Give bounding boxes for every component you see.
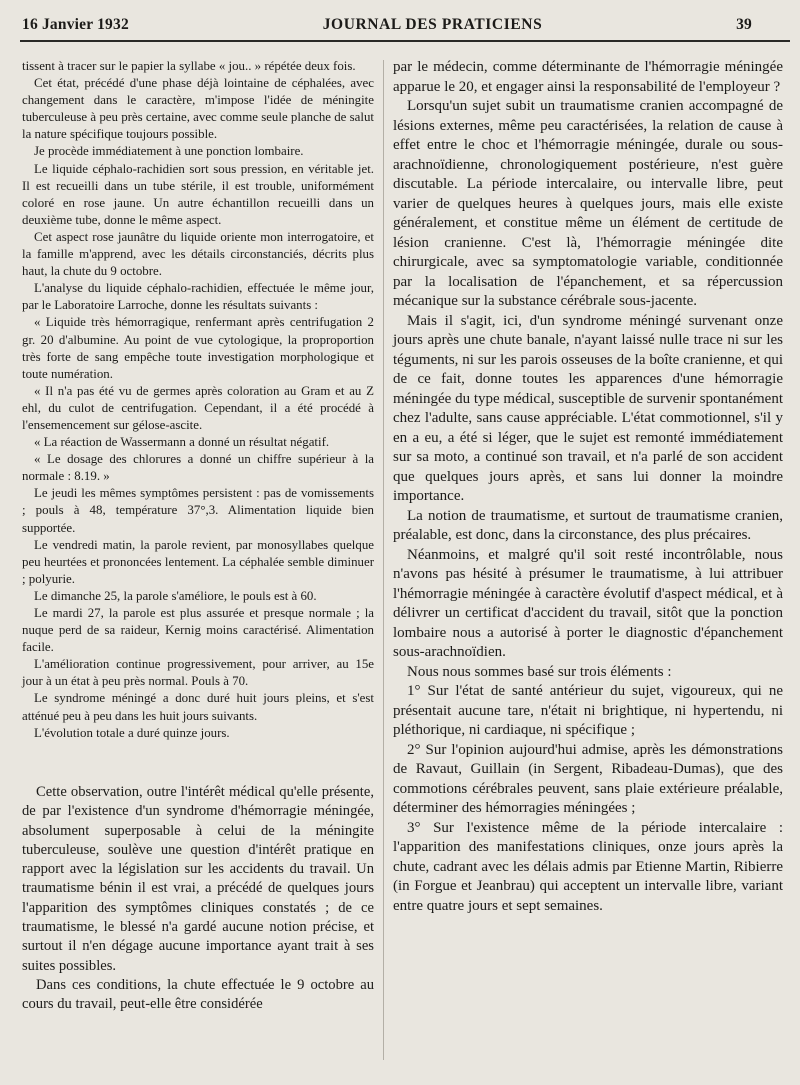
paragraph: Le vendredi matin, la parole revient, par monosyllabes quelque peu heurtées et prononcées lentement. La céphalée semble diminuer ; polyurie.	[22, 537, 374, 586]
paragraph: Dans ces conditions, la chute effectuée le 9 octobre au cours du travail, peut-elle être considérée	[22, 976, 374, 1013]
paragraph: Le mardi 27, la parole est plus assurée et presque normale ; la nuque perd de sa raideur, Kernig moins caractérisé. Alimentation facile.	[22, 606, 374, 655]
paragraph: Nous nous sommes basé sur trois éléments :	[407, 663, 672, 680]
header-date: 16 Janvier 1932	[22, 16, 129, 33]
paragraph: La notion de traumatisme, et surtout de traumatisme cranien, préalable, est donc, dans la circonstance, des plus précaires.	[393, 507, 783, 543]
paragraph: Cet état, précédé d'une phase déjà lointaine de céphalées, avec changement dans le caractère, m'impose l'idée de méningite tuberculeuse à peu près certaine, avec comme seule planche de salut la nature spécifique toujours possible.	[22, 76, 374, 142]
paragraph: 1° Sur l'état de santé antérieur du sujet, vigoureux, qui ne présentait aucune tare, n'était ni brightique, ni hypertendu, ni pléthorique, ni cardiaque, ni spécifique ;	[393, 683, 783, 738]
paragraph: Je procède immédiatement à une ponction lombaire.	[34, 144, 304, 159]
paragraph: Le syndrome méningé a donc duré huit jours pleins, et s'est atténué peu à peu dans les huit jours suivants.	[22, 691, 374, 723]
paragraph: Cette observation, outre l'intérêt médical qu'elle présente, de par l'existence d'un syndrome d'hémorragie méningée, absolument superposable à celui de la méningite tuberculeuse, soulève une question d'intérêt pratique en rapport avec la législation sur les accidents du travail. Un traumatisme bénin il est vrai, a précédé de quelques jours l'apparition des symptômes cliniques constatés ; de ce traumatisme, le blessé n'a gardé aucune notion précise, et surtout il n'en dégage aucune importance ayant trait à ses suites possibles.	[22, 784, 374, 974]
header-journal-title: JOURNAL DES PRATICIENS	[322, 16, 543, 33]
paragraph: Lorsqu'un sujet subit un traumatisme cranien accompagné de lésions externes, même peu caractérisées, la relation de cause à effet entre le choc et l'hémorragie méningée, durale ou sous-arachnoïdienne, chronologiquement postérieure, n'est guère discutable. La période intercalaire, ou intervalle libre, peut varier de quelques heures à quelques jours, mais elle existe généralement, et constitue même un élément de certitude de lésion cranienne. C'est là, l'hémorragie méningée dite chirurgicale, avec sa symptomatologie variable, conditionnée par la localisation de l'épanchement, et sa répercussion mécanique sur la substance cérébrale sous-jacente.	[393, 98, 783, 309]
paragraph: L'analyse du liquide céphalo-rachidien, effectuée le même jour, par le Laboratoire Larroche, donne les résultats suivants :	[22, 281, 374, 313]
left-column-observation	[22, 58, 374, 742]
paragraph: L'amélioration continue progressivement, pour arriver, au 15e jour à un état à peu près normal. Pouls à 70.	[22, 657, 374, 689]
paragraph: Le dimanche 25, la parole s'améliore, le pouls est à 60.	[34, 588, 317, 603]
paragraph: 2° Sur l'opinion aujourd'hui admise, après les démonstrations de Ravaut, Guillain (in Sergent, Ribadeau-Dumas), que des commotions cérébrales peuvent, sans plaie extérieure préalable, déterminer des hémorragies méningées ;	[393, 741, 783, 816]
paragraph: Néanmoins, et malgré qu'il soit resté incontrôlable, nous n'avons pas hésité à présumer le traumatisme, à lui attribuer l'hémorragie méningée à caractère évolutif d'aspect médical, et à délivrer un certificat d'accident du travail, sitôt que la ponction lombaire nous a autorisé à porter le diagnostic d'épanchement sous-arachnoïdien.	[393, 546, 783, 660]
left-column-discussion	[22, 783, 374, 1015]
column-divider	[383, 60, 384, 1060]
paragraph: Mais il s'agit, ici, d'un syndrome méningé survenant onze jours après une chute banale, n'ayant laissé nulle trace ni sur les téguments, ni sur les parois osseuses de la boîte cranienne, et qui de ce fait, donne toutes les apparences d'une hémorragie méningée du type médical, susceptible de survenir spontanément chez l'adulte, sans cause appréciable. L'état commotionnel, s'il y en a eu, a été si léger, que le sujet est remonté immédiatement sur sa moto, a continué son travail, et n'a parlé de son accident que quelques jours après, et sans lui donner la moindre importance.	[393, 312, 783, 504]
header-page-number: 39	[736, 16, 752, 33]
paragraph: « Le dosage des chlorures a donné un chiffre supérieur à la normale : 8.19. »	[22, 452, 374, 484]
paragraph: Cet aspect rose jaunâtre du liquide oriente mon interrogatoire, et la famille m'apprend, avec les détails circonstanciés, décrits plus haut, la chute du 9 octobre.	[22, 229, 374, 279]
paragraph: tissent à tracer sur le papier la syllabe « jou.. » répétée deux fois.	[22, 59, 356, 73]
running-header	[22, 16, 752, 38]
header-rule	[20, 40, 790, 42]
paragraph: « Liquide très hémorragique, renfermant après centrifugation 2 gr. 20 d'albumine. Au point de vue cytologique, la proproportion très forte de sang empêche toute investigation morphologique et toute numération.	[22, 315, 374, 381]
paragraph: « Il n'a pas été vu de germes après coloration au Gram et au Z ehl, du culot de centrifugation. Cependant, il a été procédé à l'ensemencement sur gélose-ascite.	[22, 383, 374, 432]
paragraph: « La réaction de Wassermann a donné un résultat négatif.	[34, 435, 330, 450]
paragraph: Le liquide céphalo-rachidien sort sous pression, en véritable jet. Il est recueilli dans un tube stérile, il est trouble, uniformément coloré en rose jaune. Un autre échantillon recueilli dans un deuxième tube, donne le même aspect.	[22, 161, 374, 227]
paragraph: L'évolution totale a duré quinze jours.	[34, 725, 230, 740]
paragraph: Le jeudi les mêmes symptômes persistent : pas de vomissements ; pouls à 48, température 37°,3. Alimentation liquide bien supportée.	[22, 486, 374, 535]
right-column	[393, 58, 783, 916]
paragraph: par le médecin, comme déterminante de l'hémorragie méningée apparue le 20, et engager ainsi la responsabilité de l'employeur ?	[393, 59, 783, 95]
paragraph: 3° Sur l'existence même de la période intercalaire : l'apparition des manifestations cliniques, onze jours après la chute, cadrant avec les délais admis par Etienne Martin, Ribierre (in Forgue et Jeanbrau) qui acceptent un intervalle libre, variant entre quatre jours et sept semaines.	[393, 819, 783, 914]
